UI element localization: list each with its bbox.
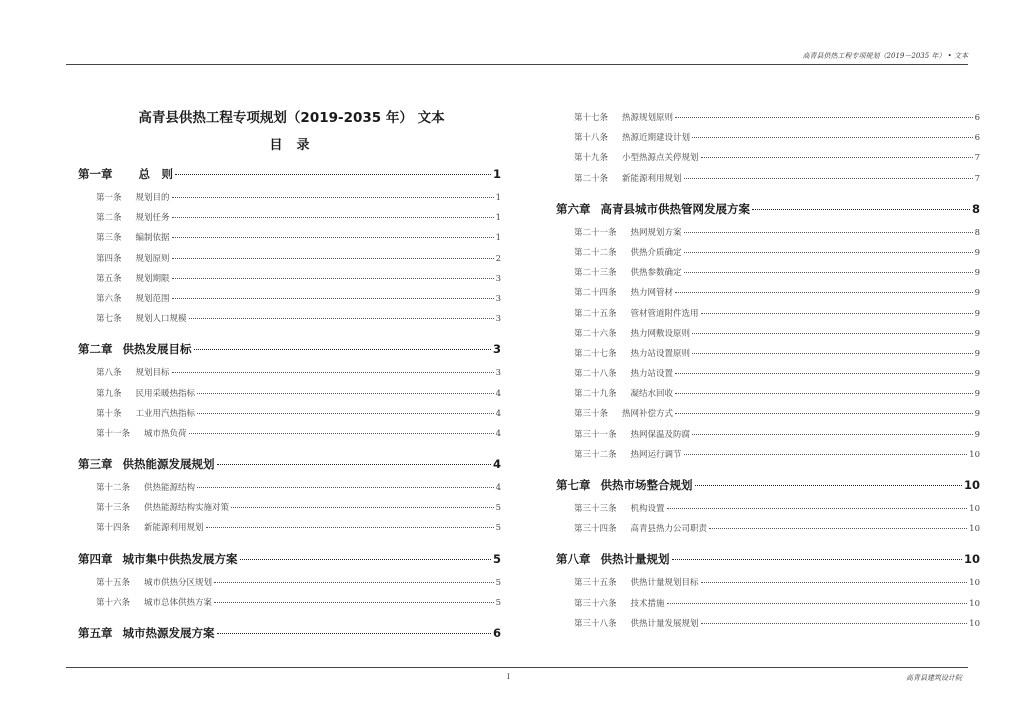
entry-number: 第四条 <box>96 253 122 264</box>
page-header <box>0 0 1024 70</box>
dot-leader <box>172 372 494 373</box>
chapter-number: 第六章 <box>556 201 591 216</box>
dot-leader <box>675 292 973 293</box>
dot-leader <box>172 217 494 218</box>
toc-entry[interactable] <box>78 404 501 424</box>
dot-leader <box>197 487 494 488</box>
entry-title: 城市总体供热方案 <box>144 597 213 608</box>
entry-number: 第二十四条 <box>574 288 617 299</box>
chapter-number: 第七章 <box>556 478 591 492</box>
toc-entry[interactable] <box>78 289 501 309</box>
chapter-number: 第八章 <box>556 552 591 567</box>
dot-leader <box>172 197 494 198</box>
dot-leader <box>709 528 967 529</box>
chapter-page: 6 <box>492 626 501 640</box>
dot-leader <box>684 178 973 179</box>
entry-title: 热网保温及防腐 <box>630 429 691 440</box>
entry-number: 第五条 <box>96 273 122 284</box>
dot-leader <box>172 258 494 259</box>
entry-page: 5 <box>495 503 501 514</box>
entry-page: 5 <box>495 523 501 534</box>
entry-page: 7 <box>974 153 980 164</box>
entry-title: 热网补偿方式 <box>622 409 674 420</box>
footer-organization: 高青县建筑设计院 <box>906 674 962 682</box>
entry-page: 9 <box>974 348 980 359</box>
entry-page: 10 <box>969 618 980 629</box>
toc-heading: 目录 <box>269 138 324 153</box>
entry-page: 6 <box>974 133 980 144</box>
dot-leader <box>672 559 962 560</box>
entry-page: 9 <box>974 288 980 299</box>
toc-entry[interactable] <box>556 384 980 404</box>
dot-leader <box>217 464 491 465</box>
dot-leader <box>675 373 973 374</box>
entry-title: 规划期限 <box>135 273 170 284</box>
entry-number: 第十八条 <box>574 133 609 144</box>
toc-entry[interactable] <box>78 384 501 404</box>
chapter-page: 1 <box>492 167 501 181</box>
entry-page: 3 <box>495 293 501 304</box>
entry-page: 10 <box>969 524 980 535</box>
entry-number: 第二十七条 <box>574 348 617 359</box>
entry-title: 新能源利用规划 <box>144 523 204 534</box>
entry-page: 2 <box>495 253 501 264</box>
toc-entry[interactable] <box>78 498 501 518</box>
entry-page: 7 <box>974 173 980 184</box>
entry-number: 第二十九条 <box>574 389 617 400</box>
entry-title: 小型热源点关停规划 <box>622 153 699 164</box>
dot-leader <box>684 454 968 455</box>
toc-entry[interactable] <box>78 593 501 613</box>
dot-leader <box>194 349 491 350</box>
toc-entry[interactable] <box>78 269 501 289</box>
entry-page: 5 <box>495 577 501 588</box>
entry-page: 9 <box>974 308 980 319</box>
entry-title: 工业用汽热指标 <box>135 408 196 419</box>
toc-entry[interactable] <box>556 263 980 283</box>
entry-number: 第三十四条 <box>574 524 617 535</box>
entry-number: 第二十三条 <box>574 268 617 279</box>
entry-page: 9 <box>974 328 980 339</box>
chapter-title: 供热能源发展规划 <box>122 457 215 472</box>
toc-entry[interactable] <box>556 614 980 634</box>
toc-entry[interactable] <box>556 344 980 364</box>
chapter-number: 第四章 <box>78 551 113 566</box>
toc-entry[interactable] <box>556 304 980 324</box>
entry-title: 规划任务 <box>135 213 170 224</box>
toc-entry[interactable] <box>556 519 980 539</box>
entry-title: 规划目的 <box>135 193 170 203</box>
dot-leader <box>752 209 970 210</box>
toc-entry[interactable] <box>556 128 980 148</box>
dot-leader <box>675 393 973 394</box>
entry-title: 热力站设置 <box>630 369 674 380</box>
dot-leader <box>684 252 973 253</box>
chapter-page: 5 <box>492 551 501 566</box>
dot-leader <box>684 272 973 273</box>
entry-title: 规划范围 <box>135 293 170 304</box>
entry-title: 城市热负荷 <box>144 428 187 439</box>
toc-entry[interactable] <box>556 324 980 344</box>
entry-number: 第八条 <box>96 368 122 379</box>
entry-page: 9 <box>974 268 980 279</box>
chapter-title: 高青县城市供热管网发展方案 <box>600 201 750 216</box>
toc-entry[interactable] <box>556 364 980 384</box>
chapter-title: 城市集中供热发展方案 <box>122 551 238 566</box>
entry-page: 9 <box>974 369 980 380</box>
chapter-page: 10 <box>963 478 980 492</box>
toc-entry[interactable] <box>556 169 980 189</box>
entry-page: 3 <box>495 368 501 379</box>
dot-leader <box>692 333 973 334</box>
page-number: I <box>507 673 510 681</box>
toc-entry[interactable] <box>556 243 980 263</box>
entry-number: 第九条 <box>96 388 122 399</box>
dot-leader <box>175 174 491 175</box>
toc-left-column <box>78 108 501 647</box>
chapter-number: 第一章 <box>78 167 113 181</box>
entry-number: 第三十八条 <box>574 618 617 629</box>
entry-number: 第三十二条 <box>574 449 617 460</box>
entry-page: 4 <box>495 428 501 439</box>
dot-leader <box>214 602 494 603</box>
entry-title: 供热能源结构 <box>144 483 196 494</box>
entry-title: 凝结水回收 <box>630 389 674 400</box>
chapter-page: 8 <box>971 201 980 216</box>
chapter-page: 4 <box>492 457 501 472</box>
entry-title: 高青县热力公司职责 <box>630 524 708 535</box>
dot-leader <box>675 117 973 118</box>
entry-title: 规划原则 <box>135 253 170 264</box>
chapter-number: 第二章 <box>78 342 113 357</box>
header-rule <box>66 64 968 65</box>
toc-left-list <box>78 164 501 643</box>
dot-leader <box>197 393 494 394</box>
dot-leader <box>231 507 494 508</box>
entry-number: 第二条 <box>96 213 122 224</box>
entry-number: 第十四条 <box>96 523 131 534</box>
entry-number: 第七条 <box>96 314 122 325</box>
entry-title: 新能源利用规划 <box>622 173 682 184</box>
running-header-title: 高青县供热工程专项规划（2019－2035 年） • 文本 <box>802 52 968 60</box>
toc-entry[interactable] <box>78 478 501 498</box>
entry-page: 1 <box>495 193 501 203</box>
entry-page: 9 <box>974 389 980 400</box>
entry-number: 第三十六条 <box>574 598 617 609</box>
dot-leader <box>675 413 973 414</box>
entry-number: 第六条 <box>96 293 122 304</box>
toc-entry[interactable] <box>78 208 501 228</box>
entry-number: 第十一条 <box>96 428 131 439</box>
chapter-title: 总 则 <box>138 167 173 181</box>
dot-leader <box>172 278 494 279</box>
chapter-number: 第三章 <box>78 457 113 472</box>
entry-title: 热力网管材 <box>630 288 674 299</box>
entry-number: 第三十三条 <box>574 504 617 514</box>
chapter-number: 第五章 <box>78 626 113 640</box>
dot-leader <box>667 508 968 509</box>
dot-leader <box>701 623 968 624</box>
entry-number: 第二十一条 <box>574 227 617 238</box>
entry-title: 供热参数确定 <box>630 268 682 279</box>
entry-page: 4 <box>495 408 501 419</box>
entry-title: 规划目标 <box>135 368 170 379</box>
entry-page: 9 <box>974 429 980 440</box>
chapter-title: 供热市场整合规划 <box>600 478 693 492</box>
toc-entry[interactable] <box>556 223 980 243</box>
dot-leader <box>172 298 494 299</box>
entry-number: 第十五条 <box>96 577 131 588</box>
entry-page: 9 <box>974 247 980 258</box>
entry-number: 第二十条 <box>574 173 609 184</box>
dot-leader <box>667 603 968 604</box>
entry-page: 9 <box>974 409 980 420</box>
toc-right-column <box>556 108 980 634</box>
entry-number: 第十七条 <box>574 113 609 123</box>
toc-entry[interactable] <box>556 148 980 168</box>
toc-entry[interactable] <box>78 249 501 269</box>
dot-leader <box>701 157 973 158</box>
entry-title: 热力网敷设原则 <box>630 328 691 339</box>
chapter-title: 供热发展目标 <box>122 342 192 357</box>
entry-number: 第一条 <box>96 193 122 203</box>
chapter-page: 3 <box>492 342 501 357</box>
entry-title: 城市供热分区规划 <box>144 577 213 588</box>
entry-number: 第三十条 <box>574 409 609 420</box>
chapter-page: 10 <box>963 552 980 567</box>
entry-page: 10 <box>969 449 980 460</box>
chapter-title: 城市热源发展方案 <box>122 626 215 640</box>
footer-rule <box>66 667 968 668</box>
toc-chapter[interactable] <box>78 454 501 474</box>
toc-entry[interactable] <box>556 573 980 593</box>
dot-leader <box>206 527 494 528</box>
dot-leader <box>240 559 491 560</box>
toc-entry[interactable] <box>556 108 980 128</box>
toc-chapter[interactable] <box>556 475 980 495</box>
toc-chapter[interactable] <box>78 339 501 359</box>
toc-chapter[interactable] <box>78 164 501 184</box>
toc-chapter[interactable] <box>78 549 501 569</box>
toc-entry[interactable] <box>556 425 980 445</box>
entry-number: 第十六条 <box>96 597 131 608</box>
entry-title: 热源规划原则 <box>622 113 674 123</box>
dot-leader <box>214 582 494 583</box>
dot-leader <box>172 237 494 238</box>
dot-leader <box>692 137 973 138</box>
toc-entry[interactable] <box>78 309 501 329</box>
entry-page: 6 <box>974 113 980 123</box>
entry-title: 机构设置 <box>630 504 665 514</box>
entry-page: 10 <box>969 578 980 589</box>
document-title: 高青县供热工程专项规划（2019-2035 年） 文本 <box>138 110 445 126</box>
entry-page: 3 <box>495 273 501 284</box>
toc-entry[interactable] <box>78 188 501 208</box>
entry-page: 1 <box>495 213 501 224</box>
dot-leader <box>189 433 494 434</box>
toc-entry[interactable] <box>78 573 501 593</box>
dot-leader <box>692 434 973 435</box>
toc-right-list <box>556 199 980 634</box>
entry-page: 1 <box>495 233 501 244</box>
entry-number: 第二十八条 <box>574 369 617 380</box>
toc-entry[interactable] <box>556 404 980 424</box>
toc-entry[interactable] <box>78 228 501 248</box>
entry-number: 第十九条 <box>574 153 609 164</box>
dot-leader <box>695 485 962 486</box>
entry-number: 第十三条 <box>96 503 131 514</box>
toc-entry[interactable] <box>556 499 980 519</box>
entry-title: 热源近期建设计划 <box>622 133 691 144</box>
entry-number: 第二十二条 <box>574 247 617 258</box>
entry-page: 4 <box>495 388 501 399</box>
entry-number: 第三十一条 <box>574 429 617 440</box>
dot-leader <box>701 313 973 314</box>
dot-leader <box>692 353 973 354</box>
entry-number: 第二十五条 <box>574 308 617 319</box>
entry-title: 热网规划方案 <box>630 227 682 238</box>
entry-page: 5 <box>495 597 501 608</box>
entry-number: 第三十五条 <box>574 578 617 589</box>
toc-chapter[interactable] <box>556 199 980 219</box>
toc-entry[interactable] <box>78 363 501 383</box>
entry-title: 技术措施 <box>630 598 665 609</box>
toc-entry[interactable] <box>78 518 501 538</box>
entry-number: 第二十六条 <box>574 328 617 339</box>
entry-title: 供热能源结构实施对策 <box>144 503 230 514</box>
entry-page: 10 <box>969 598 980 609</box>
entry-number: 第三条 <box>96 233 122 244</box>
entry-page: 8 <box>974 227 980 238</box>
entry-title: 编制依据 <box>135 233 170 244</box>
toc-right-continued-list <box>556 108 980 189</box>
dot-leader <box>701 582 968 583</box>
dot-leader <box>197 413 494 414</box>
entry-title: 供热计量规划目标 <box>630 578 699 589</box>
entry-title: 热力站设置原则 <box>630 348 691 359</box>
dot-leader <box>217 633 491 634</box>
toc-chapter[interactable] <box>556 549 980 569</box>
entry-number: 第十二条 <box>96 483 131 494</box>
toc-entry[interactable] <box>556 594 980 614</box>
entry-page: 4 <box>495 483 501 494</box>
entry-number: 第十条 <box>96 408 122 419</box>
dot-leader <box>189 318 494 319</box>
toc-chapter[interactable] <box>78 623 501 643</box>
entry-page: 10 <box>969 504 980 514</box>
entry-title: 管材管道附件选用 <box>630 308 699 319</box>
entry-title: 供热计量发展规划 <box>630 618 699 629</box>
toc-entry[interactable] <box>556 445 980 465</box>
entry-title: 规划人口规模 <box>135 314 187 325</box>
toc-entry[interactable] <box>78 424 501 444</box>
entry-page: 3 <box>495 314 501 325</box>
entry-title: 热网运行调节 <box>630 449 682 460</box>
toc-entry[interactable] <box>556 283 980 303</box>
entry-title: 民用采暖热指标 <box>135 388 196 399</box>
dot-leader <box>684 232 973 233</box>
entry-title: 供热介质确定 <box>630 247 682 258</box>
chapter-title: 供热计量规划 <box>600 552 670 567</box>
